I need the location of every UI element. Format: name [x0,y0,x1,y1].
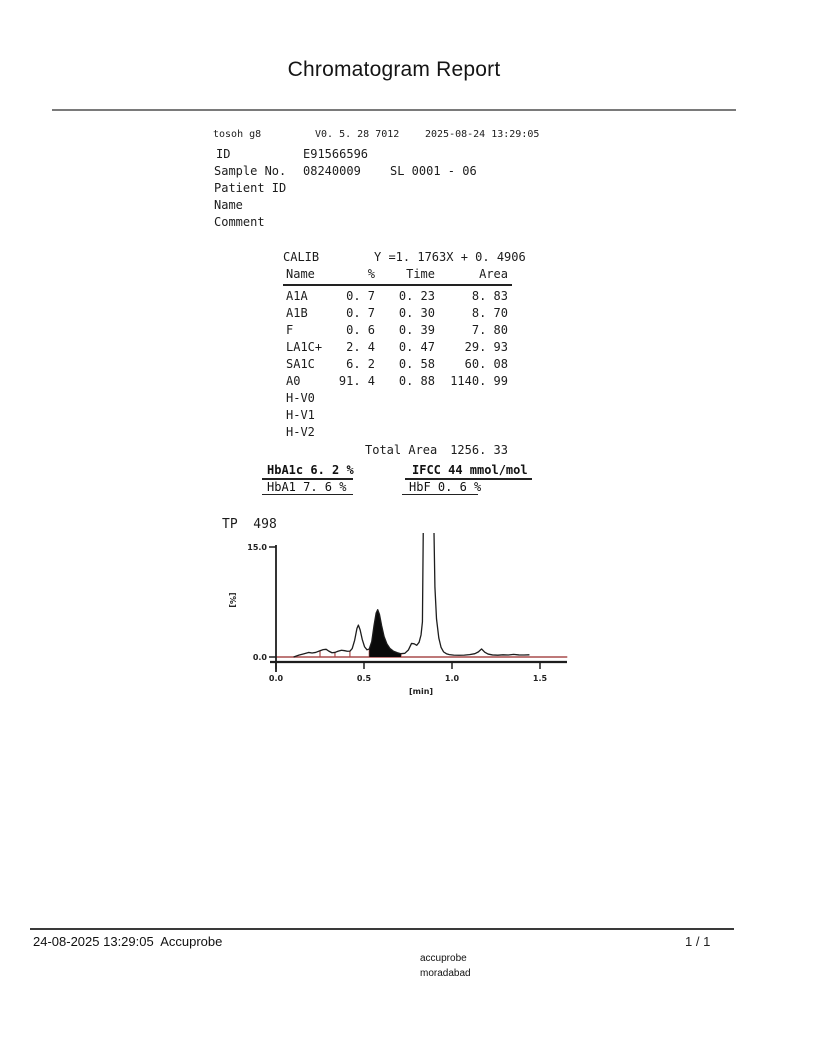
patient-id-label: Patient ID [214,181,287,195]
sa1c-filled-peak [369,610,401,657]
cell-name: A1A [286,289,308,303]
device-model: tosoh g8 [213,129,262,140]
cell-name: A0 [286,374,301,388]
table-row [286,289,508,306]
cell-area [435,391,508,408]
cell-area: 1140. 99 [450,374,508,388]
cell-name: H-V0 [286,391,315,405]
calib-equation: Y =1. 1763X + 0. 4906 [374,250,526,264]
cell-time: 0. 47 [398,340,435,354]
cell-area [435,408,508,425]
cell-pct [338,408,375,425]
cell-time: 0. 88 [398,374,435,388]
elution-curve [294,533,530,657]
stamp-line2: moradabad [420,968,471,979]
cell-name: H-V2 [286,425,315,439]
cell-pct: 6. 2 [346,357,375,371]
table-row [286,340,508,357]
x-tick-label: 1.5 [532,674,548,683]
cell-pct: 0. 7 [346,306,375,320]
cell-time: 0. 30 [398,306,435,320]
sample-no-label: Sample No. [214,164,287,178]
table-row [286,357,508,374]
cell-name: SA1C [286,357,315,371]
cell-area: 60. 08 [464,357,508,371]
id-label: ID [216,147,231,161]
calib-label: CALIB [283,250,320,264]
col-header-time: Time [406,267,435,281]
name-label: Name [214,198,243,212]
result-ifcc: IFCC 44 mmol/mol [405,463,532,480]
stamp-line1: accuprobe [420,953,467,964]
y-tick-label: 15.0 [247,543,267,552]
cell-name: F [286,323,294,337]
report-datetime: 2025-08-24 13:29:05 [425,129,540,140]
x-axis-title: [min] [408,687,434,696]
cell-time: 0. 58 [398,357,435,371]
calib-table-header [286,267,508,281]
chart-title-tp: TP 498 [222,517,277,532]
x-tick-label: 0.5 [356,674,372,683]
cell-pct: 91. 4 [338,374,375,388]
cell-pct [338,425,375,442]
cell-area: 8. 70 [471,306,508,320]
cell-time [375,425,435,442]
x-tick-label: 0.0 [268,674,284,683]
result-hba1c: HbA1c 6. 2 % [262,463,353,480]
cell-name: A1B [286,306,308,320]
cell-area: 7. 80 [471,323,508,337]
cell-time: 0. 39 [398,323,435,337]
cell-name: H-V1 [286,408,315,422]
table-row [286,408,508,425]
sample-no-value: 08240009 [303,164,361,178]
footer-datetime: 24-08-2025 13:29:05 Accuprobe [33,934,223,949]
y-axis-title: [%] [228,592,237,608]
cell-time [375,408,435,425]
result-hbf: HbF 0. 6 % [402,480,478,495]
comment-label: Comment [214,215,265,229]
firmware-version: V0. 5. 28 7012 [315,129,400,140]
col-header-area: Area [479,267,508,281]
table-row [286,306,508,323]
cell-time [375,391,435,408]
total-area-value: 1256. 33 [450,443,508,457]
result-hba1: HbA1 7. 6 % [262,480,353,495]
table-row [286,374,508,391]
x-tick-label: 1.0 [444,674,460,683]
cell-area: 8. 83 [471,289,508,303]
cell-pct: 0. 7 [346,289,375,303]
table-row [286,391,508,408]
col-header-pct: % [367,267,375,281]
chromatogram-chart [220,533,580,698]
table-row [286,425,508,442]
table-header-rule [283,284,512,286]
sample-sl-value: SL 0001 - 06 [390,164,477,178]
top-separator [52,109,736,111]
total-area-label: Total Area [365,443,438,457]
cell-time: 0. 23 [398,289,435,303]
cell-name: LA1C+ [286,340,323,354]
calib-table-body [286,289,508,442]
y-tick-label: 0.0 [252,653,267,662]
cell-pct: 0. 6 [346,323,375,337]
cell-area: 29. 93 [464,340,508,354]
cell-area [435,425,508,442]
table-row [286,323,508,340]
cell-pct: 2. 4 [346,340,375,354]
cell-pct [338,391,375,408]
id-value: E91566596 [303,147,369,161]
page-title: Chromatogram Report [287,58,501,81]
footer-separator [30,928,734,930]
col-header-name: Name [286,267,315,281]
footer-page-number: 1 / 1 [685,934,711,949]
